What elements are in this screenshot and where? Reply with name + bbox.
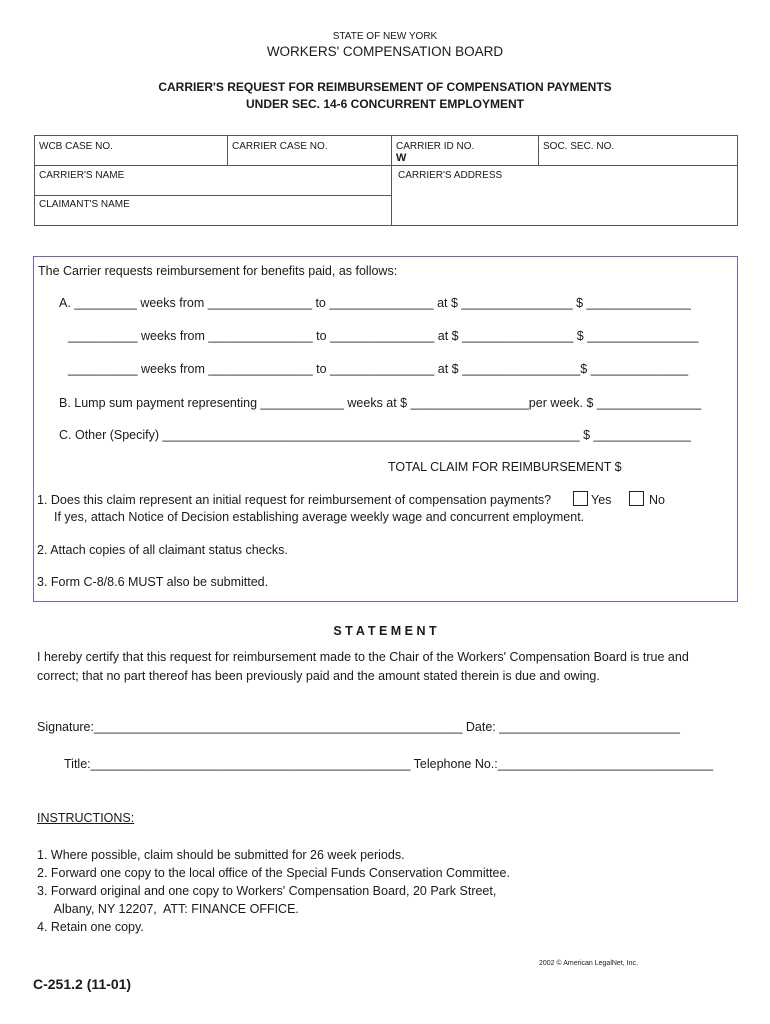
case-info-box [34,135,738,226]
yes-checkbox[interactable] [573,491,588,506]
question-3: 3. Form C-8/8.6 MUST also be submitted. [37,575,269,589]
form-number: C-251.2 (11-01) [33,976,132,992]
statement-line1: I hereby certify that this request for reimbursement made to the Chair of the Workers' Compensation Board is true and [37,650,689,664]
wcb-case-no-field[interactable]: WCB CASE NO. [39,141,113,152]
yes-label: Yes [591,493,612,507]
no-checkbox[interactable] [629,491,644,506]
claimants-name-field[interactable]: CLAIMANT'S NAME [39,199,130,210]
question-1-note: If yes, attach Notice of Decision establishing average weekly wage and concurrent employment. [54,510,585,524]
claim-line-a3[interactable]: __________ weeks from _______________ to _______________ at $ _________________$ ______________ [68,362,689,376]
title-telephone-line[interactable]: Title:______________________________________________ Telephone No.:_______________________________ [64,757,714,771]
claim-line-a1[interactable]: A. _________ weeks from _______________ to _______________ at $ ________________ $ _______________ [59,296,691,310]
statement-heading: S T A T E M E N T [333,624,437,638]
carrier-id-value: W [396,152,407,164]
instruction-item: 3. Forward original and one copy to Workers' Compensation Board, 20 Park Street, [37,884,497,898]
board-heading: WORKERS' COMPENSATION BOARD [266,44,504,59]
question-1: 1. Does this claim represent an initial request for reimbursement of compensation payments? [37,493,552,507]
instruction-item: Albany, NY 12207, ATT: FINANCE OFFICE. [37,902,299,916]
total-claim-label: TOTAL CLAIM FOR REIMBURSEMENT $ [388,460,622,474]
question-2: 2. Attach copies of all claimant status checks. [37,543,288,557]
carriers-address-field[interactable]: CARRIER'S ADDRESS [398,170,503,181]
copyright-notice: 2002 © American LegalNet, Inc. [539,960,638,967]
statement-line2: correct; that no part thereof has been previously paid and the amount stated therein is due and owing. [37,669,600,683]
claim-line-c[interactable]: C. Other (Specify) ____________________________________________________________ $ ______________ [59,428,691,442]
instruction-item: 2. Forward one copy to the local office of the Special Funds Conservation Committee. [37,866,510,880]
form-title-line1: CARRIER'S REQUEST FOR REIMBURSEMENT OF COMPENSATION PAYMENTS [158,80,612,94]
no-label: No [649,493,665,507]
claim-intro: The Carrier requests reimbursement for benefits paid, as follows: [38,264,398,278]
carriers-name-field[interactable]: CARRIER'S NAME [39,170,125,181]
signature-date-line[interactable]: Signature:_____________________________________________________ Date: __________________________ [37,720,681,734]
soc-sec-no-field[interactable]: SOC. SEC. NO. [543,141,615,152]
carrier-case-no-field[interactable]: CARRIER CASE NO. [232,141,328,152]
carrier-id-no-field[interactable]: CARRIER ID NO. [396,141,475,152]
form-title-line2: UNDER SEC. 14-6 CONCURRENT EMPLOYMENT [245,97,525,111]
claim-line-a2[interactable]: __________ weeks from _______________ to _______________ at $ ________________ $ ________________ [68,329,699,343]
claim-line-b[interactable]: B. Lump sum payment representing ____________ weeks at $ _________________per week. $ _______________ [59,396,702,410]
instruction-item: 1. Where possible, claim should be submitted for 26 week periods. [37,848,405,862]
instruction-item: 4. Retain one copy. [37,920,144,934]
instructions-heading: INSTRUCTIONS: [37,811,135,825]
state-heading: STATE OF NEW YORK [332,31,438,42]
